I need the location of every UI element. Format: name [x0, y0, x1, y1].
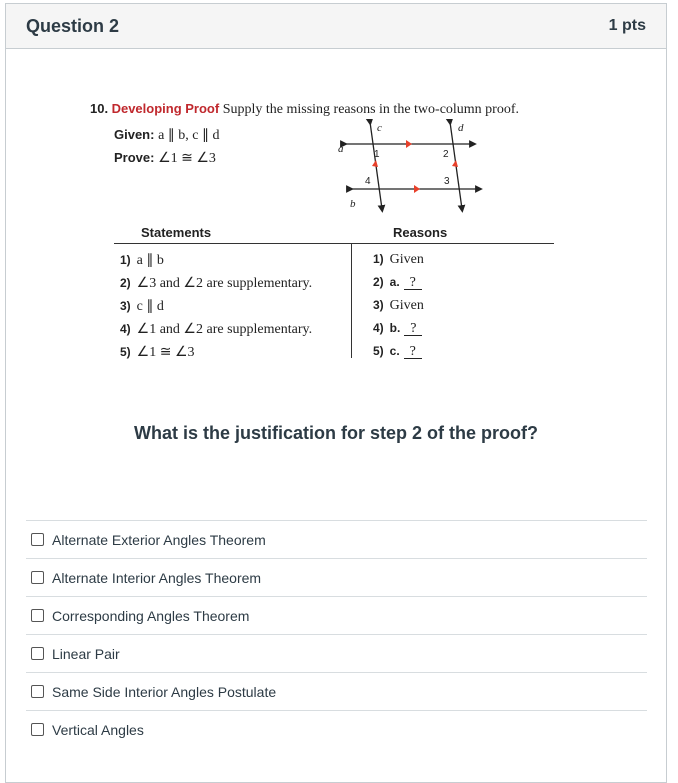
answer-label: Alternate Exterior Angles Theorem: [52, 531, 266, 548]
reason-blank: ?: [404, 345, 422, 359]
answer-option[interactable]: [26, 520, 647, 558]
label-line-d: d: [458, 122, 464, 134]
table-rule: [114, 243, 554, 244]
answer-list: [26, 520, 647, 748]
answer-label: Linear Pair: [52, 645, 120, 662]
answer-option[interactable]: [26, 558, 647, 596]
statement-row: 2) ∠3 and ∠2 are supplementary.: [120, 276, 313, 291]
checkbox[interactable]: [31, 571, 44, 584]
label-line-b: b: [350, 198, 356, 210]
given-label: Given:: [114, 127, 155, 142]
question-title: Question 2: [26, 15, 120, 36]
checkbox[interactable]: [31, 723, 44, 736]
statement-row: 1) a ∥ b: [120, 253, 164, 268]
reason-blank: ?: [404, 322, 422, 336]
label-line-a: a: [338, 143, 344, 155]
reason-row: 1) Given: [373, 252, 424, 267]
question-card: [5, 3, 667, 783]
problem-instruction: Supply the missing reasons in the two-column proof.: [222, 102, 520, 117]
checkbox[interactable]: [31, 533, 44, 546]
checkbox[interactable]: [31, 647, 44, 660]
label-angle-2: 2: [443, 149, 449, 160]
statements-header: Statements: [141, 225, 212, 240]
checkbox[interactable]: [31, 685, 44, 698]
answer-option[interactable]: [26, 710, 647, 748]
answer-label: Corresponding Angles Theorem: [52, 607, 250, 624]
reason-blank: ?: [404, 276, 422, 290]
prove-value: ∠1 ≅ ∠3: [158, 151, 216, 166]
statement-row: 5) ∠1 ≅ ∠3: [120, 345, 195, 360]
given-value: a ∥ b, c ∥ d: [158, 128, 220, 143]
label-line-c: c: [377, 122, 382, 134]
parallel-lines-diagram: [336, 119, 486, 219]
problem-heading: [90, 101, 519, 118]
checkbox[interactable]: [31, 609, 44, 622]
answer-label: Vertical Angles: [52, 721, 144, 738]
reason-row: 5) c. ?: [373, 344, 422, 360]
reason-row: 4) b. ?: [373, 321, 422, 337]
problem-image: [6, 49, 666, 379]
question-header: [6, 4, 666, 49]
prove-line: [114, 150, 216, 167]
label-angle-3: 3: [444, 176, 450, 187]
reasons-header: Reasons: [393, 225, 448, 240]
reason-row: 2) a. ?: [373, 275, 422, 291]
label-angle-4: 4: [365, 176, 371, 187]
statement-row: 4) ∠1 and ∠2 are supplementary.: [120, 322, 313, 337]
answer-label: Same Side Interior Angles Postulate: [52, 683, 277, 700]
statement-row: 3) c ∥ d: [120, 299, 164, 314]
given-line: [114, 127, 220, 144]
answer-option[interactable]: [26, 596, 647, 634]
question-prompt: What is the justification for step 2 of the proof?: [134, 423, 538, 443]
reason-row: 3) Given: [373, 298, 424, 313]
problem-number: 10.: [90, 101, 109, 116]
label-angle-1: 1: [374, 149, 380, 160]
table-divider: [351, 244, 352, 358]
answer-option[interactable]: [26, 672, 647, 710]
question-points: 1 pts: [608, 17, 646, 34]
prove-label: Prove:: [114, 150, 155, 165]
answer-option[interactable]: [26, 634, 647, 672]
answer-label: Alternate Interior Angles Theorem: [52, 569, 262, 586]
problem-title: Developing Proof: [111, 101, 220, 116]
